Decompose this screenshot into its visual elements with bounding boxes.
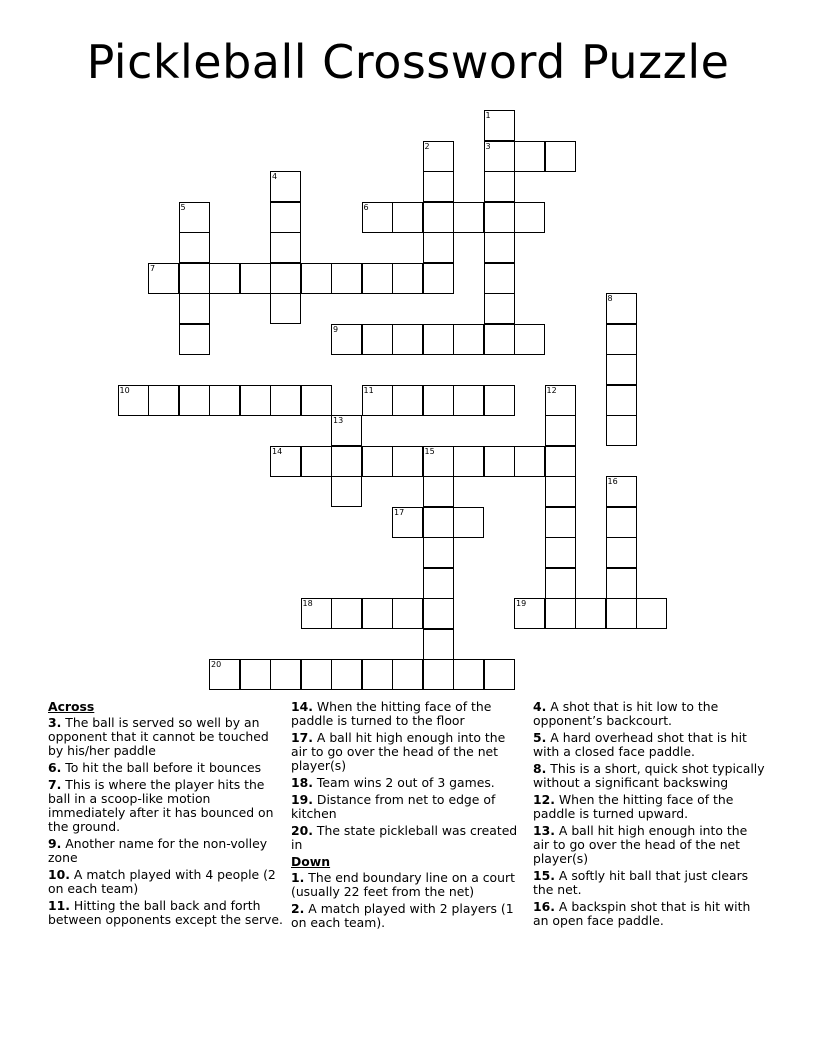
grid-cell[interactable] bbox=[362, 263, 393, 294]
grid-cell[interactable] bbox=[392, 507, 423, 538]
grid-cell[interactable] bbox=[270, 385, 301, 416]
grid-cell[interactable] bbox=[545, 446, 576, 477]
grid-cell[interactable] bbox=[484, 141, 515, 172]
grid-cell[interactable] bbox=[270, 659, 301, 690]
cell-number: 7 bbox=[150, 263, 156, 273]
grid-cell[interactable] bbox=[636, 598, 667, 629]
grid-cell[interactable] bbox=[270, 263, 301, 294]
grid-cell[interactable] bbox=[148, 263, 179, 294]
grid-cell[interactable] bbox=[453, 659, 484, 690]
grid-cell[interactable] bbox=[575, 598, 606, 629]
grid-cell[interactable] bbox=[545, 598, 576, 629]
grid-cell[interactable] bbox=[423, 507, 454, 538]
grid-cell[interactable] bbox=[484, 659, 515, 690]
grid-cell[interactable] bbox=[362, 598, 393, 629]
clue-item: 18. Team wins 2 out of 3 games. bbox=[291, 775, 495, 790]
grid-cell[interactable] bbox=[423, 629, 454, 660]
grid-cell[interactable] bbox=[331, 415, 362, 446]
grid-cell[interactable] bbox=[209, 385, 240, 416]
across-header: Across bbox=[48, 699, 95, 714]
grid-cell[interactable] bbox=[453, 385, 484, 416]
clue-item: 9. Another name for the non-volley zone bbox=[48, 836, 268, 865]
clue-item: 14. When the hitting face of the paddle is turned to the floor bbox=[291, 699, 492, 728]
grid-cell[interactable] bbox=[484, 171, 515, 202]
grid-cell[interactable] bbox=[362, 324, 393, 355]
cell-number: 9 bbox=[333, 324, 339, 334]
grid-cell[interactable] bbox=[423, 568, 454, 599]
grid-cell[interactable] bbox=[545, 537, 576, 568]
grid-cell[interactable] bbox=[606, 568, 637, 599]
grid-cell[interactable] bbox=[484, 232, 515, 263]
grid-cell[interactable] bbox=[240, 263, 271, 294]
cell-number: 4 bbox=[272, 172, 278, 181]
grid-cell[interactable] bbox=[545, 141, 576, 172]
grid-cell[interactable] bbox=[270, 446, 301, 477]
grid-cell[interactable] bbox=[606, 476, 637, 507]
clue-item: 4. A shot that is hit low to the opponent’s backcourt. bbox=[533, 699, 719, 728]
cell-number: 20 bbox=[211, 660, 222, 669]
clue-item: 10. A match played with 4 people (2 on each team) bbox=[48, 867, 276, 896]
grid-cell[interactable] bbox=[453, 507, 484, 538]
grid-cell[interactable] bbox=[423, 385, 454, 416]
grid-cell[interactable] bbox=[423, 232, 454, 263]
grid-cell[interactable] bbox=[148, 385, 179, 416]
cell-number: 8 bbox=[607, 294, 613, 303]
cell-number: 18 bbox=[302, 599, 313, 608]
clue-column-2 bbox=[291, 700, 523, 933]
grid-cell[interactable] bbox=[453, 202, 484, 233]
grid-cell[interactable] bbox=[514, 324, 545, 355]
grid-cell[interactable] bbox=[270, 202, 301, 233]
clue-item: 15. A softly hit ball that just clears the net. bbox=[533, 868, 749, 897]
grid-cell[interactable] bbox=[331, 476, 362, 507]
grid-cell[interactable] bbox=[514, 598, 545, 629]
grid-cell[interactable] bbox=[392, 598, 423, 629]
grid-cell[interactable] bbox=[606, 507, 637, 538]
grid-cell[interactable] bbox=[484, 110, 515, 141]
cell-number: 12 bbox=[546, 385, 557, 395]
grid-cell[interactable] bbox=[545, 568, 576, 599]
grid-cell[interactable] bbox=[606, 324, 637, 355]
grid-cell[interactable] bbox=[392, 263, 423, 294]
cell-number: 1 bbox=[485, 111, 491, 120]
grid-cell[interactable] bbox=[209, 263, 240, 294]
grid-cell[interactable] bbox=[362, 659, 393, 690]
cell-number: 5 bbox=[180, 202, 186, 212]
clue-item: 16. A backspin shot that is hit with an open face paddle. bbox=[533, 899, 751, 928]
cell-number: 6 bbox=[363, 202, 369, 212]
grid-cell[interactable] bbox=[606, 598, 637, 629]
cell-number: 15 bbox=[424, 446, 435, 456]
grid-cell[interactable] bbox=[331, 659, 362, 690]
grid-cell[interactable] bbox=[484, 446, 515, 477]
grid-cell[interactable] bbox=[423, 202, 454, 233]
grid-cell[interactable] bbox=[392, 324, 423, 355]
grid-cell[interactable] bbox=[301, 385, 332, 416]
down-header: Down bbox=[291, 854, 331, 869]
cell-number: 19 bbox=[516, 599, 527, 608]
grid-cell[interactable] bbox=[606, 415, 637, 446]
grid-cell[interactable] bbox=[514, 202, 545, 233]
grid-cell[interactable] bbox=[270, 293, 301, 324]
clue-item: 6. To hit the ball before it bounces bbox=[48, 760, 262, 775]
grid-cell[interactable] bbox=[423, 598, 454, 629]
cell-number: 11 bbox=[363, 385, 374, 395]
grid-cell[interactable] bbox=[545, 415, 576, 446]
cell-number: 13 bbox=[333, 416, 344, 425]
grid-cell[interactable] bbox=[362, 202, 393, 233]
grid-cell[interactable] bbox=[484, 385, 515, 416]
grid-cell[interactable] bbox=[423, 659, 454, 690]
grid-cell[interactable] bbox=[118, 385, 149, 416]
grid-cell[interactable] bbox=[606, 537, 637, 568]
grid-cell[interactable] bbox=[392, 446, 423, 477]
grid-cell[interactable] bbox=[484, 293, 515, 324]
grid-cell[interactable] bbox=[301, 659, 332, 690]
grid-cell[interactable] bbox=[423, 537, 454, 568]
grid-cell[interactable] bbox=[179, 263, 210, 294]
clue-item: 7. This is where the player hits the ball in a scoop-like motion immediately after it has bounced on the ground. bbox=[48, 777, 274, 834]
grid-cell[interactable] bbox=[179, 232, 210, 263]
grid-cell[interactable] bbox=[423, 263, 454, 294]
grid-cell[interactable] bbox=[179, 293, 210, 324]
clue-column-1 bbox=[48, 700, 284, 930]
grid-cell[interactable] bbox=[423, 171, 454, 202]
grid-cell[interactable] bbox=[484, 324, 515, 355]
grid-cell[interactable] bbox=[514, 141, 545, 172]
grid-cell[interactable] bbox=[484, 263, 515, 294]
grid-cell[interactable] bbox=[209, 659, 240, 690]
grid-cell[interactable] bbox=[179, 385, 210, 416]
cell-number: 3 bbox=[485, 141, 491, 151]
grid-cell[interactable] bbox=[453, 446, 484, 477]
grid-cell[interactable] bbox=[545, 476, 576, 507]
grid-cell[interactable] bbox=[514, 446, 545, 477]
grid-cell[interactable] bbox=[301, 446, 332, 477]
grid-cell[interactable] bbox=[179, 324, 210, 355]
grid-cell[interactable] bbox=[301, 263, 332, 294]
grid-cell[interactable] bbox=[331, 598, 362, 629]
grid-cell[interactable] bbox=[179, 202, 210, 233]
clue-column-3 bbox=[533, 700, 765, 931]
grid-cell[interactable] bbox=[423, 324, 454, 355]
cell-number: 16 bbox=[607, 477, 618, 486]
grid-cell[interactable] bbox=[240, 659, 271, 690]
grid-cell[interactable] bbox=[331, 446, 362, 477]
grid-cell[interactable] bbox=[392, 659, 423, 690]
grid-cell[interactable] bbox=[240, 385, 271, 416]
clue-item: 13. A ball hit high enough into the air to go over the head of the net player(s) bbox=[533, 823, 748, 866]
cell-number: 17 bbox=[394, 507, 405, 517]
grid-cell[interactable] bbox=[545, 385, 576, 416]
cell-number: 14 bbox=[272, 446, 283, 456]
grid-cell[interactable] bbox=[392, 385, 423, 416]
grid-cell[interactable] bbox=[606, 293, 637, 324]
grid-cell[interactable] bbox=[362, 385, 393, 416]
clue-item: 8. This is a short, quick shot typically without a significant backswing bbox=[533, 761, 765, 790]
clue-item: 17. A ball hit high enough into the air to go over the head of the net player(s) bbox=[291, 730, 506, 773]
grid-cell[interactable] bbox=[331, 324, 362, 355]
grid-cell[interactable] bbox=[423, 446, 454, 477]
clue-item: 1. The end boundary line on a court (usually 22 feet from the net) bbox=[291, 870, 515, 899]
grid-cell[interactable] bbox=[484, 202, 515, 233]
grid-cell[interactable] bbox=[423, 141, 454, 172]
clue-item: 11. Hitting the ball back and forth between opponents except the serve. bbox=[48, 898, 283, 927]
clue-item: 3. The ball is served so well by an opponent that it cannot be touched by his/her paddle bbox=[48, 715, 269, 758]
grid-cell[interactable] bbox=[392, 202, 423, 233]
grid-cell[interactable] bbox=[270, 171, 301, 202]
grid-cell[interactable] bbox=[606, 354, 637, 385]
clue-item: 2. A match played with 2 players (1 on each team). bbox=[291, 901, 514, 930]
clue-item: 12. When the hitting face of the paddle is turned upward. bbox=[533, 792, 734, 821]
grid-cell[interactable] bbox=[453, 324, 484, 355]
cell-number: 2 bbox=[424, 141, 430, 151]
cell-number: 10 bbox=[119, 385, 130, 395]
grid-cell[interactable] bbox=[423, 476, 454, 507]
page-title: Pickleball Crossword Puzzle bbox=[86, 35, 730, 89]
grid-cell[interactable] bbox=[331, 263, 362, 294]
grid-cell[interactable] bbox=[301, 598, 332, 629]
clue-item: 5. A hard overhead shot that is hit with a closed face paddle. bbox=[533, 730, 747, 759]
grid-cell[interactable] bbox=[606, 385, 637, 416]
grid-cell[interactable] bbox=[545, 507, 576, 538]
grid-cell[interactable] bbox=[270, 232, 301, 263]
grid-cell[interactable] bbox=[362, 446, 393, 477]
clue-item: 20. The state pickleball was created in bbox=[291, 823, 518, 852]
clue-item: 19. Distance from net to edge of kitchen bbox=[291, 792, 496, 821]
